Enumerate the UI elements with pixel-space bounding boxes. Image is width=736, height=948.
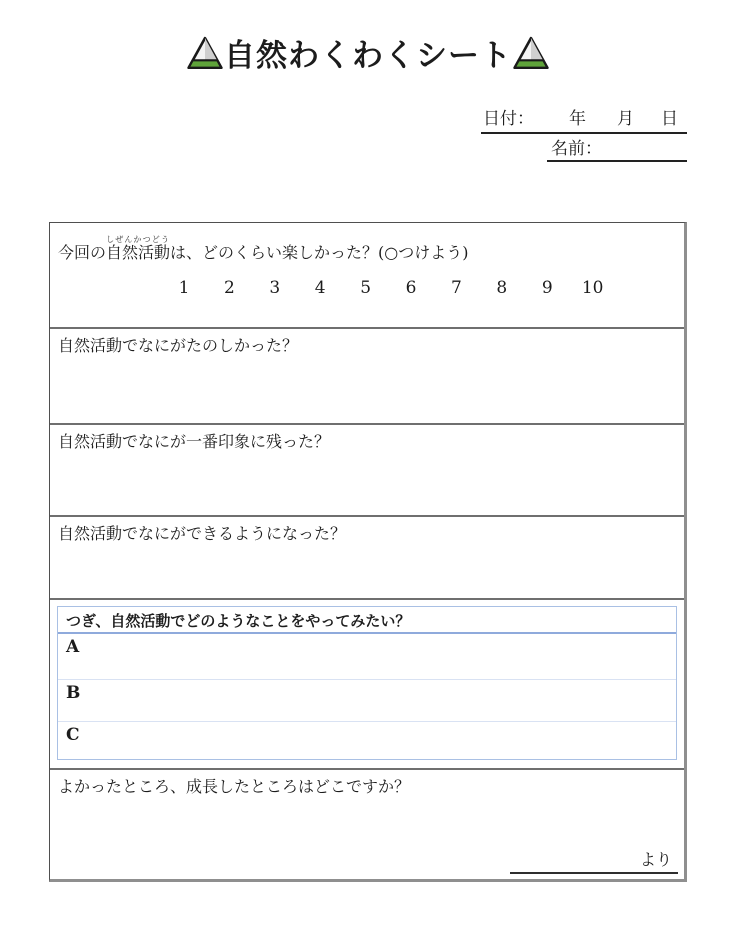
- question-enjoyment-prefix: 今回の: [58, 243, 107, 262]
- answer-area-what-was-fun[interactable]: [50, 357, 684, 423]
- section-growth: [50, 768, 684, 879]
- scale-option-5[interactable]: 5: [360, 278, 372, 298]
- page-title-text: 自然わくわくシート: [224, 38, 512, 74]
- date-field[interactable]: [481, 104, 687, 134]
- next-activity-row-b[interactable]: B: [58, 679, 676, 721]
- answer-area-most-memorable[interactable]: [50, 453, 684, 515]
- next-activity-row-c[interactable]: C: [58, 721, 676, 759]
- day-label: 日: [661, 109, 678, 129]
- furigana-text: しぜんかつどう: [106, 235, 171, 244]
- month-label: 月: [617, 109, 634, 129]
- section-next-activities: [50, 598, 684, 768]
- scale-option-8[interactable]: 8: [496, 278, 508, 298]
- year-label: 年: [569, 109, 586, 129]
- scale-option-4[interactable]: 4: [314, 278, 326, 298]
- next-activity-row-a[interactable]: A: [66, 637, 80, 657]
- question-most-memorable: 自然活動でなにが一番印象に残った？: [58, 432, 331, 451]
- worksheet-table: [49, 222, 687, 882]
- date-label: 日付：: [483, 109, 534, 129]
- scale-option-2[interactable]: 2: [223, 278, 235, 298]
- section-enjoyment-rating: [50, 223, 684, 327]
- section-new-abilities: [50, 515, 684, 598]
- scale-option-10[interactable]: 10: [581, 278, 604, 298]
- next-activities-table: [57, 606, 677, 760]
- name-label: 名前：: [551, 139, 602, 159]
- signature-suffix-label: より: [639, 850, 672, 869]
- scale-option-3[interactable]: 3: [269, 278, 281, 298]
- mountain-emoji-icon: [512, 35, 550, 73]
- question-enjoyment: [58, 235, 676, 264]
- scale-option-9[interactable]: 9: [541, 278, 553, 298]
- rating-scale: [164, 278, 676, 298]
- question-what-was-fun: 自然活動でなにがたのしかった？: [58, 336, 299, 355]
- scale-option-6[interactable]: 6: [405, 278, 417, 298]
- section-most-memorable: [50, 423, 684, 515]
- section-what-was-fun: [50, 327, 684, 423]
- answer-area-new-abilities[interactable]: [50, 545, 684, 598]
- mountain-emoji-icon: [186, 35, 224, 73]
- furigana-word: [106, 235, 171, 262]
- question-growth: よかったところ、成長したところはどこですか？: [58, 777, 411, 796]
- signature-field[interactable]: [510, 849, 678, 874]
- question-new-abilities: 自然活動でなにができるようになった？: [58, 524, 347, 543]
- question-enjoyment-suffix: は、どのくらい楽しかった？(○つけよう): [170, 243, 469, 262]
- question-enjoyment-word: 自然活動: [106, 243, 171, 262]
- scale-option-1[interactable]: 1: [178, 278, 190, 298]
- page-title: [0, 30, 736, 75]
- next-activities-header: つぎ、自然活動でどのようなことをやってみたい？: [58, 607, 676, 634]
- name-field[interactable]: [547, 136, 687, 162]
- scale-option-7[interactable]: 7: [451, 278, 462, 298]
